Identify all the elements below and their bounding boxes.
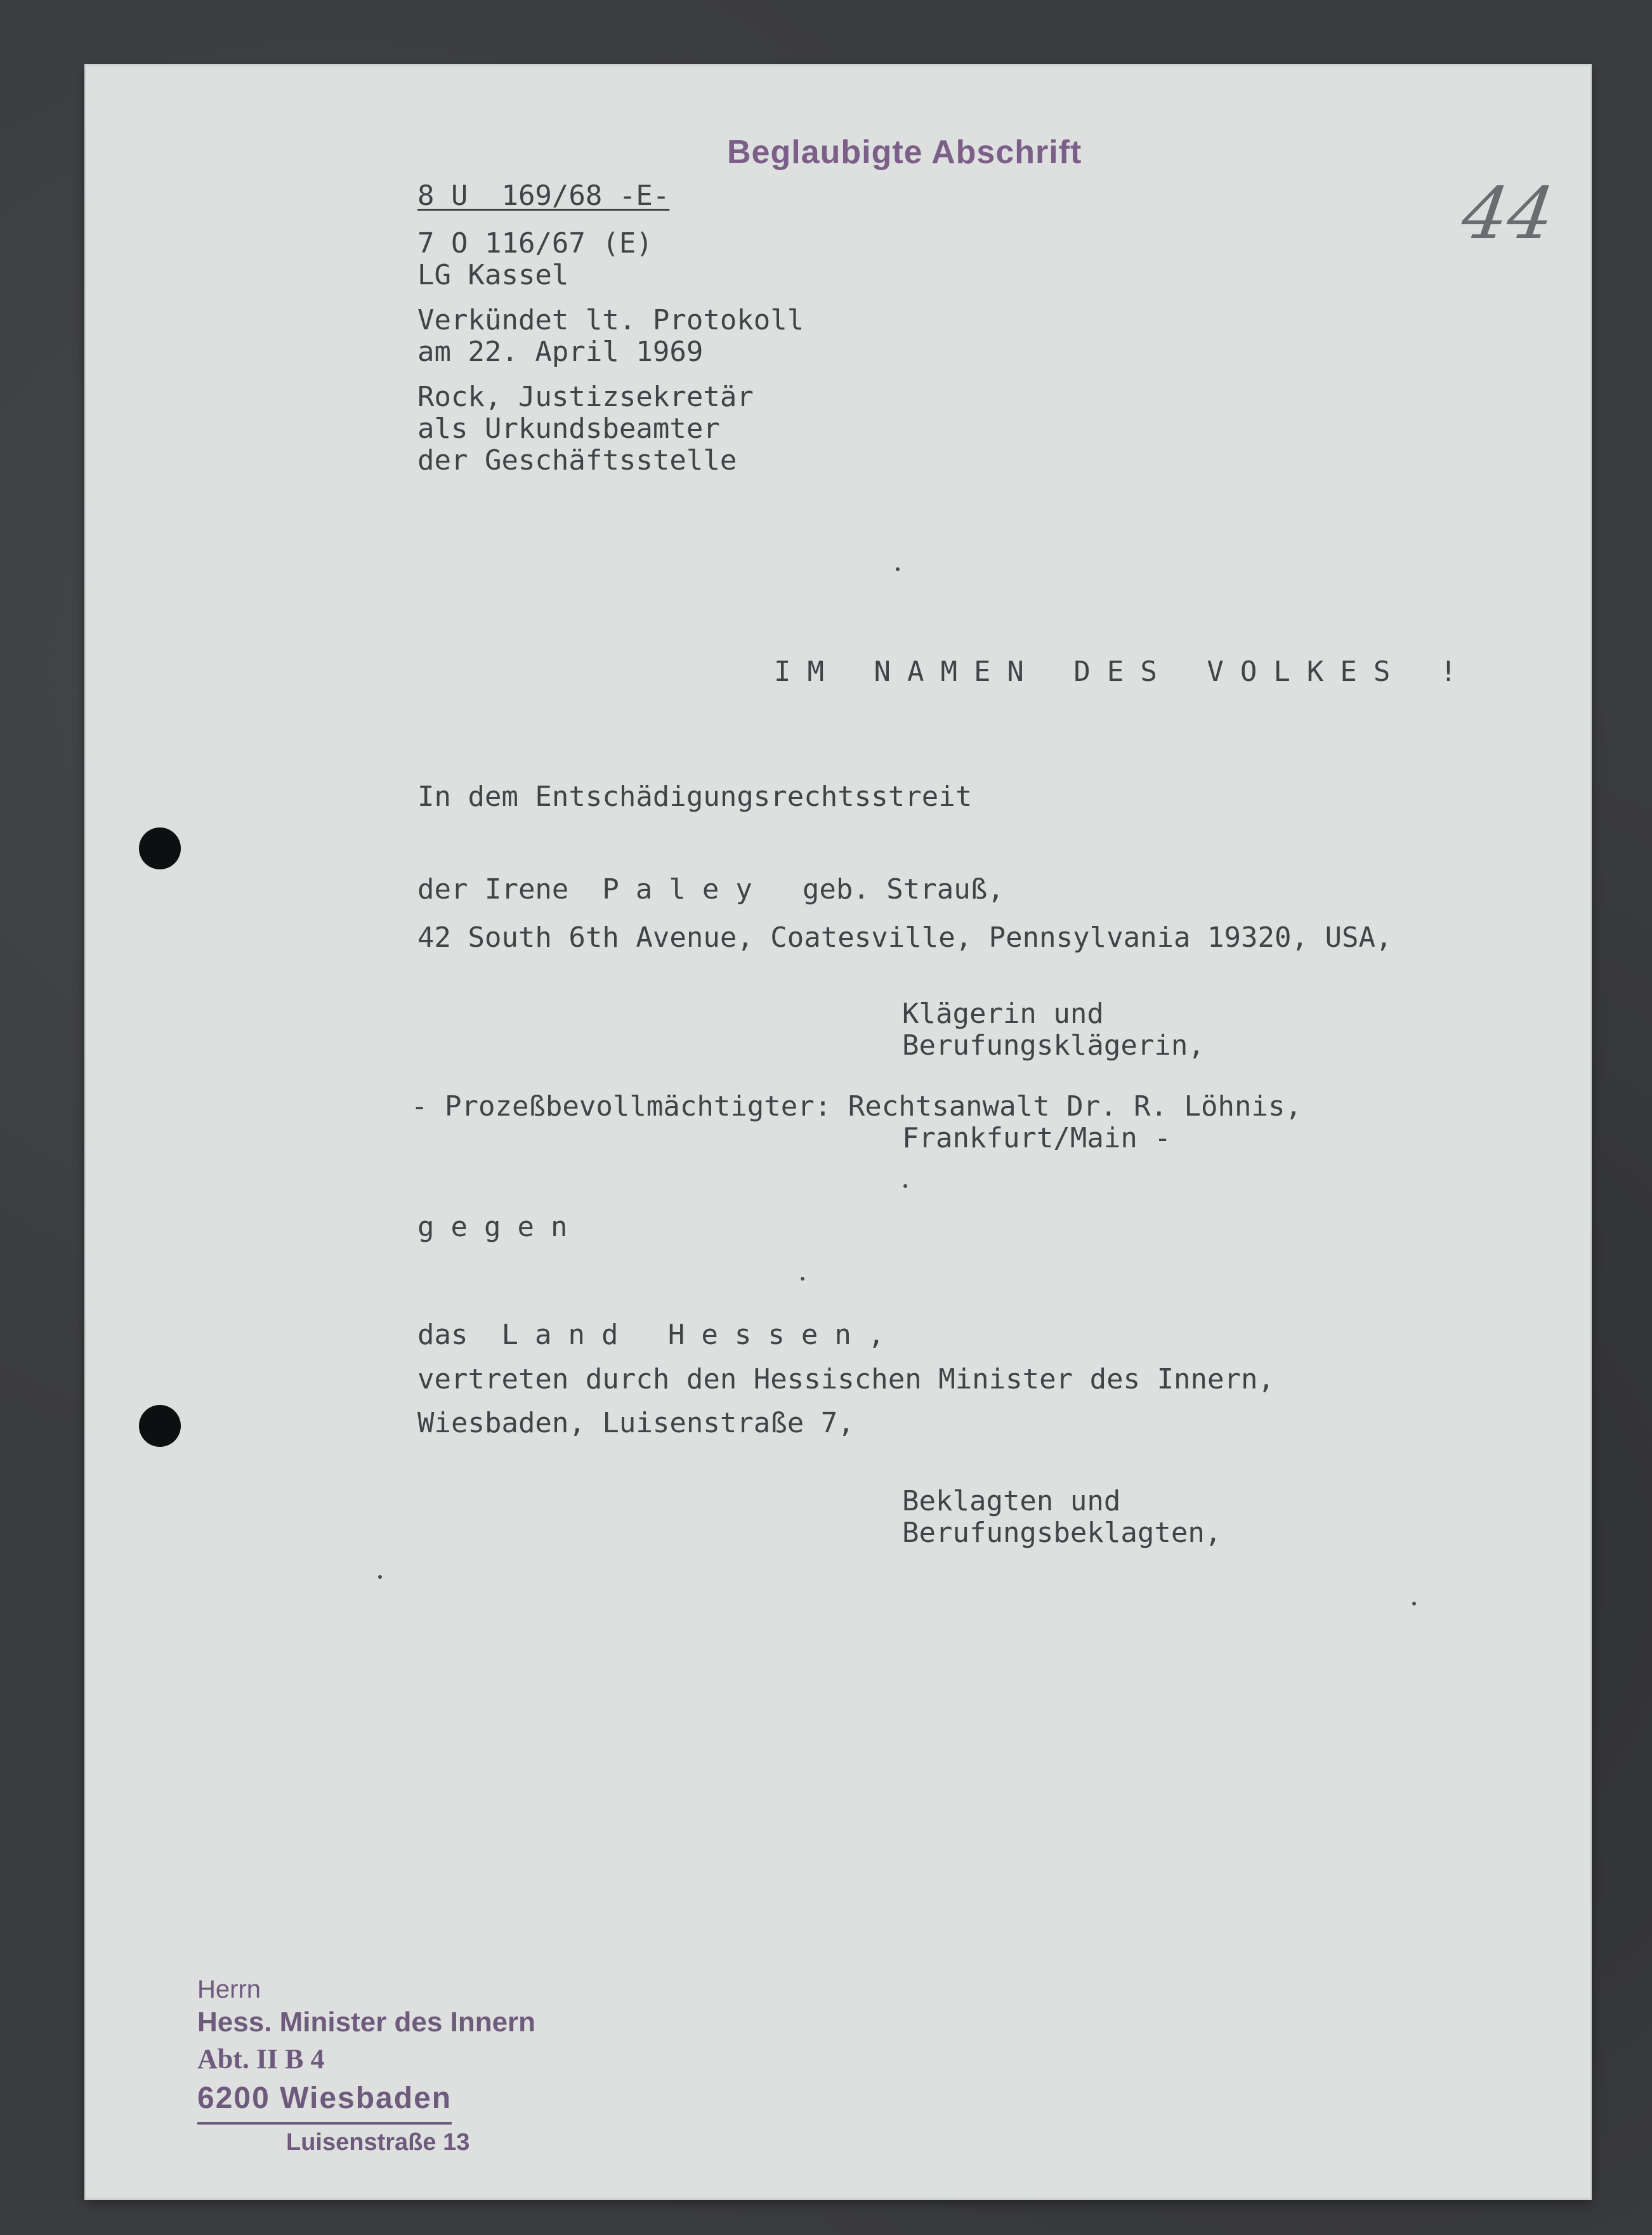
defendant-appeal-role: Berufungsbeklagten, bbox=[902, 1517, 1222, 1549]
stamp-recipient: Hess. Minister des Innern bbox=[197, 2007, 536, 2038]
defendant-name: Land Hessen bbox=[501, 1319, 868, 1351]
punch-hole bbox=[139, 827, 181, 869]
clerk-name: Rock, Justizsekretär bbox=[417, 381, 754, 413]
clerk-role: als Urkundsbeamter bbox=[417, 412, 720, 445]
plaintiff-line bbox=[417, 874, 1004, 906]
defendant-suffix: , bbox=[867, 1319, 885, 1351]
court-name: LG Kassel bbox=[417, 259, 569, 291]
defendant-representative: vertreten durch den Hessischen Minister des Innern, bbox=[417, 1363, 1275, 1395]
counsel-line: - Prozeßbevollmächtigter: Rechtsanwalt Dr. R. Löhnis, bbox=[411, 1090, 1302, 1123]
announcement-line: Verkündet lt. Protokoll bbox=[417, 304, 804, 336]
handwritten-page-number: 44 bbox=[1457, 173, 1559, 255]
plaintiff-suffix: geb. Strauß, bbox=[802, 873, 1004, 906]
defendant-line bbox=[417, 1319, 884, 1351]
counsel-city: Frankfurt/Main - bbox=[902, 1122, 1171, 1154]
appeal-case-number: 8 U 169/68 -E- bbox=[417, 180, 670, 212]
paper-speck bbox=[378, 1575, 382, 1579]
plaintiff-surname: Paley bbox=[602, 873, 769, 906]
paper-speck bbox=[1412, 1602, 1416, 1605]
certified-copy-stamp: Beglaubigte Abschrift bbox=[727, 134, 1082, 171]
intro-line: In dem Entschädigungsrechtsstreit bbox=[417, 781, 973, 813]
defendant-role: Beklagten und bbox=[902, 1485, 1121, 1517]
defendant-address: Wiesbaden, Luisenstraße 7, bbox=[417, 1407, 855, 1439]
stamp-street: Luisenstraße 13 bbox=[286, 2129, 470, 2156]
clerk-office: der Geschäftsstelle bbox=[417, 444, 737, 477]
stamp-city: 6200 Wiesbaden bbox=[197, 2078, 452, 2125]
plaintiff-appeal-role: Berufungsklägerin, bbox=[902, 1029, 1205, 1062]
plaintiff-prefix: der Irene bbox=[417, 873, 569, 906]
against-line: gegen bbox=[417, 1211, 584, 1243]
defendant-prefix: das bbox=[417, 1319, 468, 1351]
paper-speck bbox=[896, 567, 900, 571]
paper-speck bbox=[801, 1277, 804, 1281]
document-page bbox=[86, 66, 1590, 2198]
judgment-heading: IM NAMEN DES VOLKES ! bbox=[774, 656, 1474, 688]
plaintiff-role: Klägerin und bbox=[902, 998, 1104, 1030]
stamp-department: Abt. II B 4 bbox=[197, 2043, 325, 2074]
plaintiff-address: 42 South 6th Avenue, Coatesville, Pennsylvania 19320, USA, bbox=[417, 921, 1393, 954]
paper-speck bbox=[903, 1184, 907, 1188]
lower-court-case-number: 7 O 116/67 (E) bbox=[417, 227, 653, 260]
announcement-date: am 22. April 1969 bbox=[417, 336, 704, 368]
address-stamp bbox=[197, 1975, 535, 2160]
punch-hole bbox=[139, 1405, 181, 1447]
stamp-salutation: Herrn bbox=[197, 1975, 261, 2003]
